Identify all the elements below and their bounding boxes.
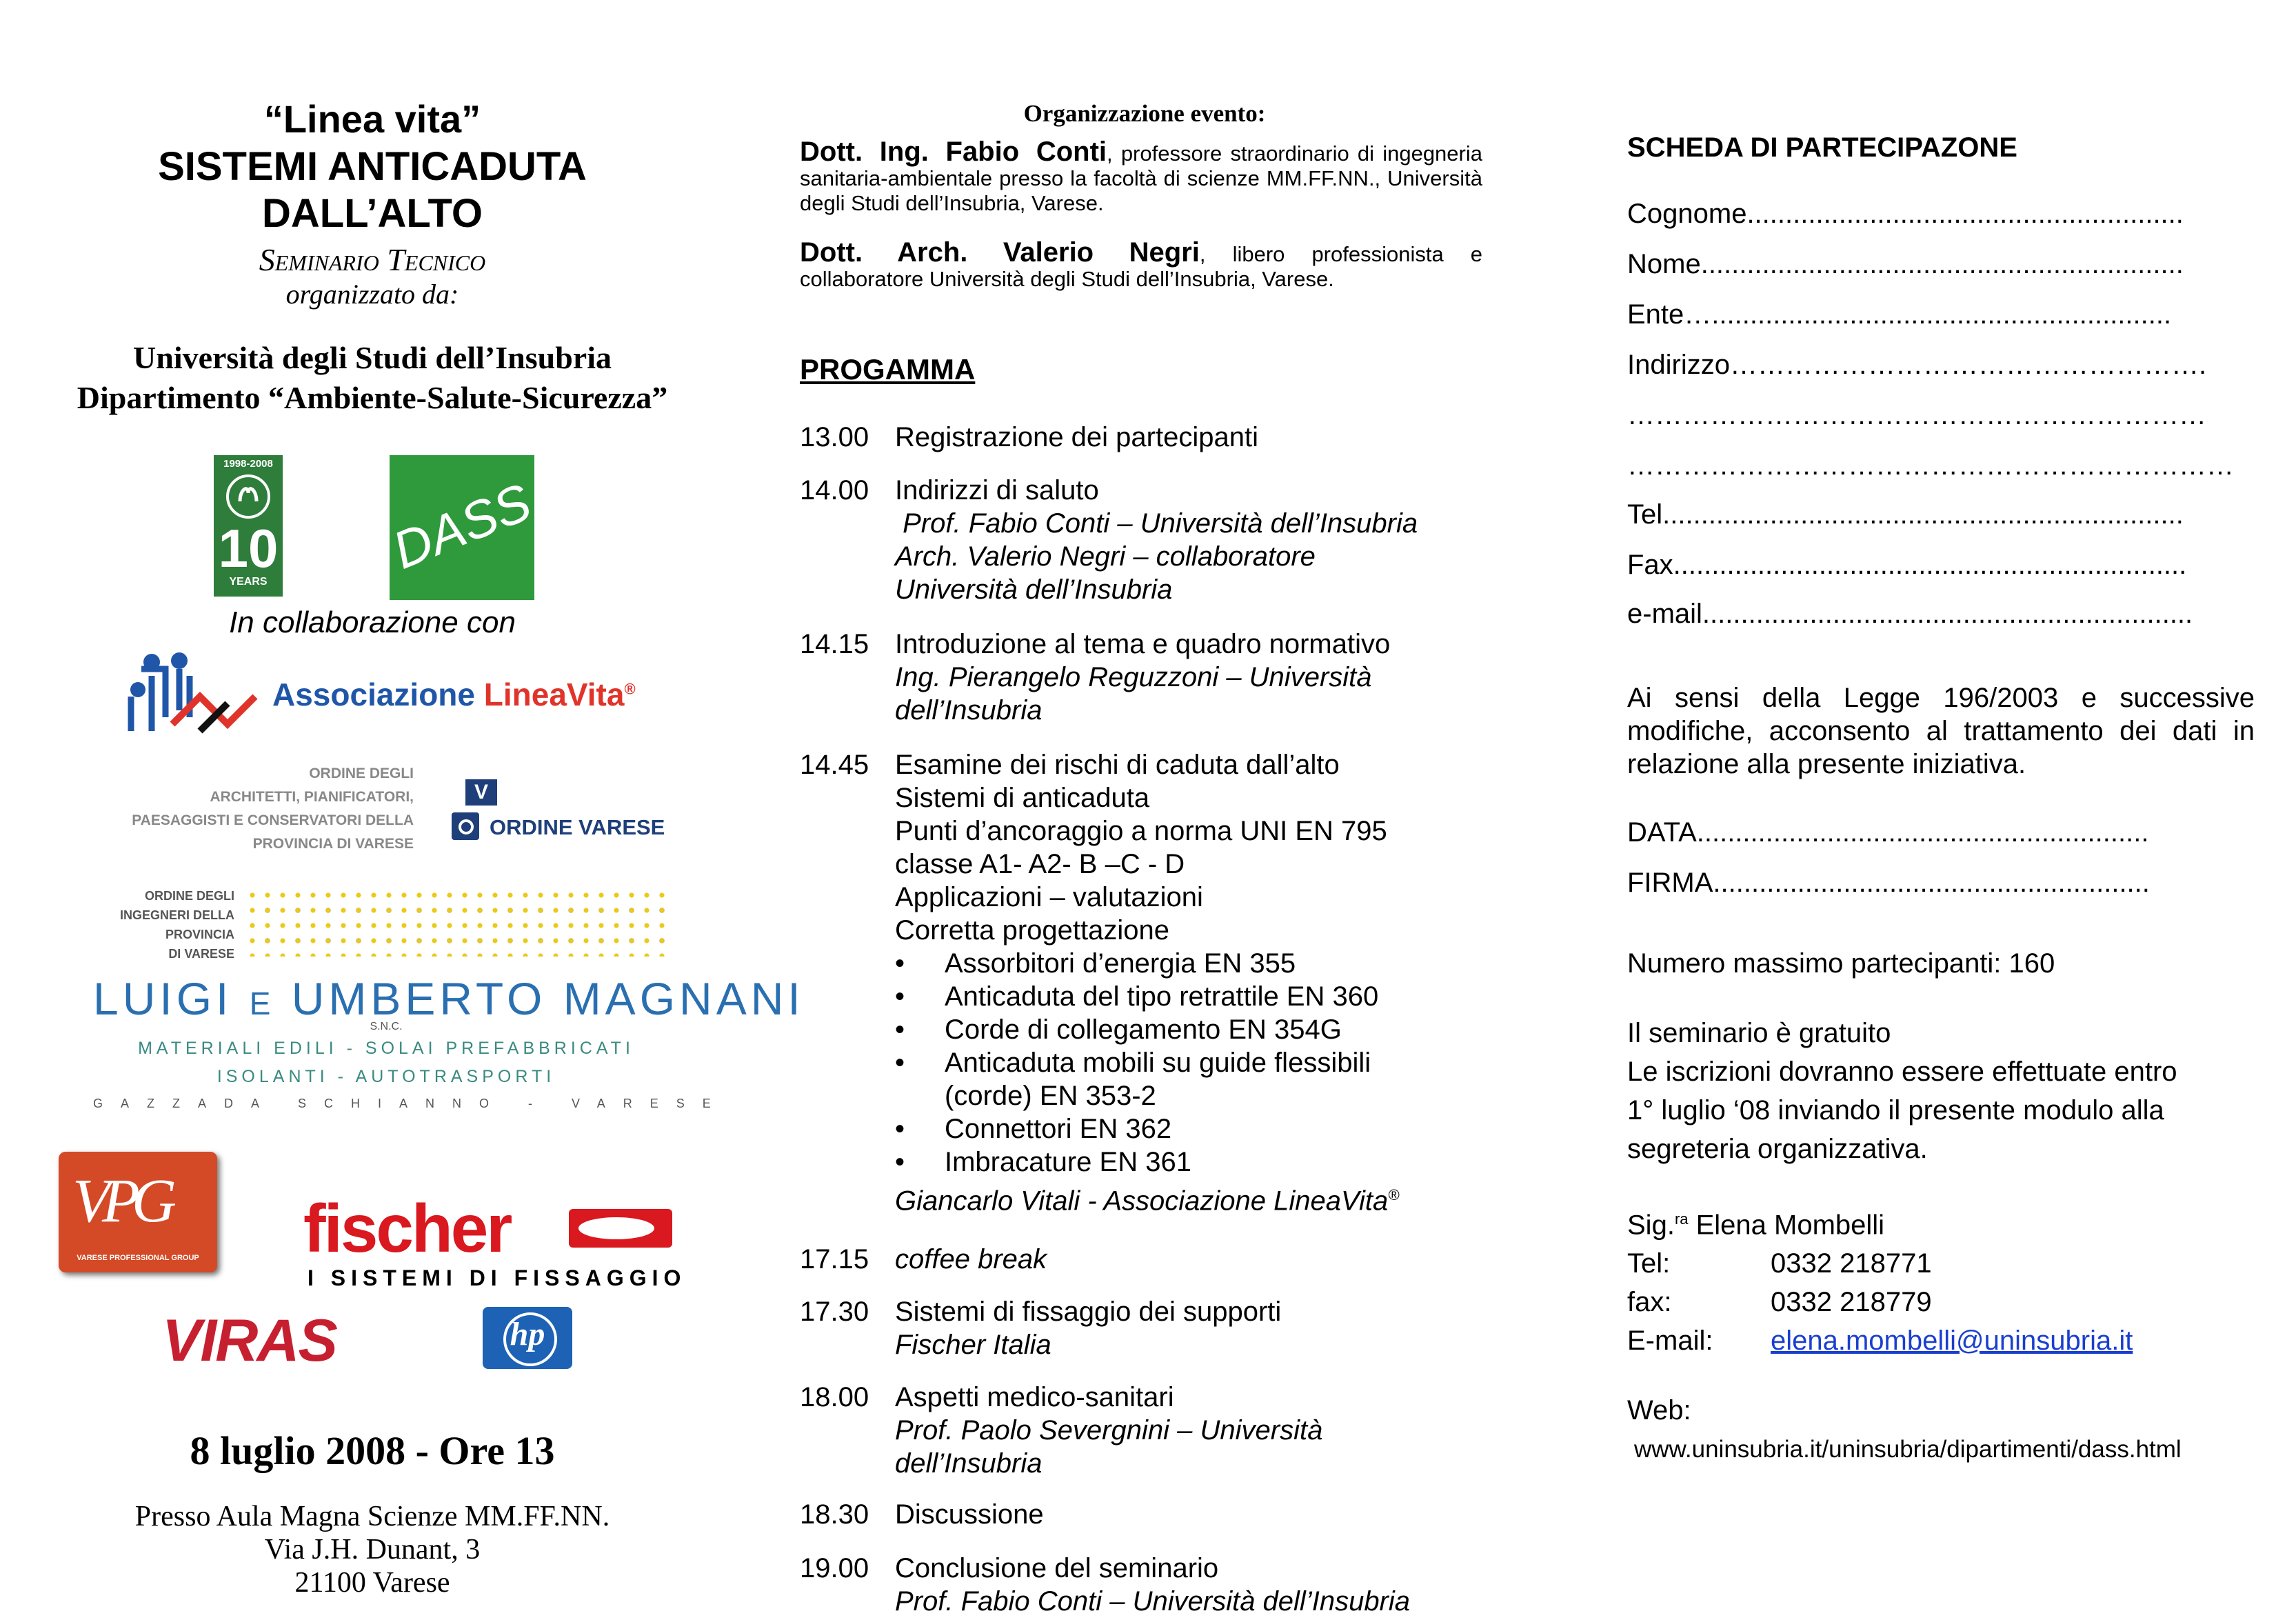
ten-years-number: 10 — [218, 518, 279, 579]
free-notice — [1627, 1014, 2255, 1168]
ordine-ingegneri-line: ORDINE DEGLI — [144, 889, 234, 903]
program-time: 14.00 — [800, 475, 869, 506]
contact-email-link[interactable]: elena.mombelli@uninsubria.it — [1771, 1326, 2133, 1357]
magnani-sub: S.N.C. — [370, 1021, 403, 1032]
program-speaker: Prof. Fabio Conti – Università dell’Insubria — [895, 508, 1418, 539]
program-time: 17.15 — [800, 1244, 869, 1274]
program-line: Punti d’ancoraggio a norma UNI EN 795 — [895, 816, 1387, 846]
ordine-architetti-line: ARCHITETTI, PIANIFICATORI, — [210, 789, 414, 805]
contact-name — [1627, 1200, 2133, 1244]
magnani-line-1: MATERIALI EDILI - SOLAI PREFABBRICATI — [138, 1039, 634, 1058]
form-title: SCHEDA DI PARTECIPAZONE — [1627, 132, 2017, 163]
fischer-logo — [303, 1190, 717, 1293]
field-ente[interactable]: Ente…............................................................ — [1627, 299, 2172, 330]
contact-name-prefix: Sig. — [1627, 1210, 1675, 1241]
contact-tel-label: Tel: — [1627, 1248, 1671, 1279]
associazione-lineavita-logo — [124, 648, 662, 745]
department-name: Dipartimento “Ambiente-Salute-Sicurezza” — [77, 380, 668, 415]
field-firma[interactable]: FIRMA......................................................... — [1627, 868, 2150, 898]
contact-tel-value: 0332 218771 — [1771, 1248, 1932, 1279]
program-title: PROGAMMA — [800, 353, 976, 386]
contact-name-text: Elena Mombelli — [1688, 1210, 1885, 1241]
ordine-architetti-line: ORDINE DEGLI — [309, 766, 414, 781]
program-speaker: dell’Insubria — [895, 1448, 1043, 1479]
program-speaker: Prof. Paolo Severgnini – Università — [895, 1415, 1323, 1446]
magnani-logo — [93, 972, 805, 1128]
program-title: Conclusione del seminario — [895, 1553, 1219, 1583]
address-line-2: Via J.H. Dunant, 3 — [264, 1534, 481, 1566]
field-tel[interactable]: Tel.................................................................... — [1627, 499, 2184, 530]
program-bullet: • Imbracature EN 361 — [895, 1146, 1489, 1179]
program-title: Aspetti medico-sanitari — [895, 1382, 1174, 1412]
program-bullet: • Assorbitori d’energia EN 355 — [895, 947, 1489, 980]
contact-name-sup: ra — [1674, 1210, 1689, 1228]
organizer-1-desc: , professore straordinario di ingegneria sanitaria-ambientale presso la facoltà di scienze MM.FF.NN., Università degli Studi dell’Insubria, Varese. — [800, 141, 1482, 215]
field-data[interactable]: DATA........................................................... — [1627, 817, 2149, 848]
program-title: coffee break — [895, 1244, 1047, 1274]
dass-logo — [385, 455, 539, 600]
organizer-1 — [800, 139, 1482, 216]
program-speaker-reg: ® — [1388, 1186, 1400, 1203]
field-nome[interactable]: Nome............................................................... — [1627, 249, 2184, 279]
organizer-2-desc: , libero professionista e collaboratore Università degli Studi dell’Insubria, Varese. — [800, 242, 1482, 291]
program-speaker: Università dell’Insubria — [895, 574, 1173, 605]
max-participants: Numero massimo partecipanti: 160 — [1627, 948, 2055, 979]
program-line: Corretta progettazione — [895, 915, 1170, 946]
hp-logo-text: hp — [510, 1316, 545, 1352]
program-item — [800, 1243, 1489, 1276]
program-item — [800, 1552, 1489, 1618]
hp-logo — [483, 1307, 572, 1369]
program-speaker: Arch. Valerio Negri – collaboratore — [895, 541, 1316, 572]
program-title: Esamine dei rischi di caduta dall’alto — [895, 750, 1340, 780]
organizer-1-name: Dott. Ing. Fabio Conti — [800, 137, 1107, 167]
program-item — [800, 748, 1489, 1217]
program-time: 13.00 — [800, 422, 869, 452]
magnani-line-2: ISOLANTI - AUTOTRASPORTI — [216, 1067, 556, 1086]
program-item — [800, 421, 1489, 454]
assoc-name: LineaVita — [483, 677, 625, 712]
program-speaker: Fischer Italia — [895, 1330, 1051, 1360]
dass-logo-text: DASS — [385, 472, 539, 581]
program-item — [800, 1295, 1489, 1361]
contact-email — [1627, 1321, 2133, 1360]
program-title: Sistemi di fissaggio dei supporti — [895, 1297, 1282, 1327]
program-title: Discussione — [895, 1499, 1044, 1530]
ordine-varese-o-icon — [452, 812, 479, 840]
field-indirizzo-line-2[interactable]: ……………………………………………………… — [1627, 400, 2206, 430]
fischer-fish-icon — [569, 1209, 672, 1248]
program-bullet: • Connettori EN 362 — [895, 1112, 1489, 1146]
ordine-ingegneri-line: PROVINCIA — [165, 928, 234, 941]
ordine-ingegneri-dots — [245, 888, 672, 957]
program-line: classe A1- A2- B –C - D — [895, 849, 1185, 879]
address-line-1: Presso Aula Magna Scienze MM.FF.NN. — [134, 1501, 610, 1532]
program-time: 14.45 — [800, 750, 869, 780]
program-speaker: Prof. Fabio Conti – Università dell’Insubria — [895, 1586, 1411, 1617]
program-item — [800, 628, 1489, 727]
program-time: 14.15 — [800, 629, 869, 659]
magnani-line-3: GAZZADA SCHIANNO - VARESE — [93, 1097, 729, 1110]
contact-fax — [1627, 1283, 2133, 1321]
program-speaker: dell’Insubria — [895, 695, 1043, 726]
program-title: Indirizzi di saluto — [895, 475, 1099, 506]
title-line-1: SISTEMI ANTICADUTA — [158, 144, 587, 189]
field-email[interactable]: e-mail................................................................ — [1627, 599, 2193, 629]
program-speaker: Ing. Pierangelo Reguzzoni – Università — [895, 662, 1372, 692]
free-notice-line: 1° luglio ‘08 inviando il presente modulo alla — [1627, 1095, 2164, 1126]
web-label: Web: — [1627, 1395, 1691, 1426]
ten-years-logo — [214, 455, 283, 597]
address-line-3: 21100 Varese — [294, 1567, 450, 1599]
university-name: Università degli Studi dell’Insubria — [133, 340, 612, 375]
contact-tel — [1627, 1244, 2133, 1283]
program-title: Registrazione dei partecipanti — [895, 422, 1258, 452]
title-line-2: DALL’ALTO — [261, 191, 483, 236]
vpg-sub: VARESE PROFESSIONAL GROUP — [77, 1254, 199, 1262]
lineavita-people-icon — [124, 648, 262, 745]
program-line: Applicazioni – valutazioni — [895, 882, 1203, 912]
collaboration-label: In collaborazione con — [229, 606, 516, 639]
free-notice-line: Il seminario è gratuito — [1627, 1018, 1891, 1048]
ten-years-range: 1998-2008 — [223, 458, 273, 470]
program-time: 18.30 — [800, 1499, 869, 1530]
program-item — [800, 1498, 1489, 1531]
ordine-varese-brand: ORDINE VARESE — [490, 815, 665, 839]
ordine-varese-v-icon: V — [465, 779, 497, 806]
program-item — [800, 1381, 1489, 1480]
ordine-ingegneri-logo — [97, 886, 676, 962]
fischer-name: fischer — [303, 1190, 511, 1266]
program-bullet: • Anticaduta mobili su guide flessibili — [895, 1046, 1489, 1079]
organization-title: Organizzazione evento: — [1023, 100, 1266, 127]
program-bullet-continuation: (corde) EN 353-2 — [945, 1081, 1156, 1111]
vpg-logo — [59, 1152, 217, 1272]
free-notice-line: Le iscrizioni dovranno essere effettuate entro — [1627, 1057, 2177, 1087]
program-bullet: • Corde di collegamento EN 354G — [895, 1013, 1489, 1046]
magnani-name: LUIGI e UMBERTO MAGNANI — [93, 973, 805, 1024]
free-notice-line: segreteria organizzativa. — [1627, 1134, 1928, 1164]
title-quote: “Linea vita” — [263, 97, 481, 141]
organized-by: organizzato da: — [285, 279, 459, 310]
program-title: Introduzione al tema e quadro normativo — [895, 629, 1391, 659]
ordine-ingegneri-line: DI VARESE — [168, 947, 234, 961]
contact-block — [1627, 1200, 2133, 1360]
organizer-2 — [800, 237, 1482, 292]
assoc-prefix: Associazione — [272, 677, 484, 712]
program-speaker: Giancarlo Vitali - Associazione LineaVita — [895, 1186, 1389, 1217]
ten-years-seal-icon — [221, 472, 276, 521]
program-time: 19.00 — [800, 1553, 869, 1583]
field-fax[interactable]: Fax................................................................... — [1627, 550, 2187, 580]
program-bullet: • Anticaduta del tipo retrattile EN 360 — [895, 980, 1489, 1013]
program-time: 17.30 — [800, 1297, 869, 1327]
program-line: Sistemi di anticaduta — [895, 783, 1150, 813]
field-indirizzo-line-3[interactable]: ………………………………………………………… — [1627, 450, 2234, 481]
ordine-architetti-logo — [90, 762, 414, 856]
web-url[interactable]: www.uninsubria.it/uninsubria/dipartimenti/dass.html — [1634, 1436, 2182, 1463]
seminar-type: Seminario Tecnico — [259, 242, 486, 277]
assoc-reg: ® — [624, 680, 636, 698]
vpg-mark: VPG — [72, 1167, 168, 1235]
event-date: 8 luglio 2008 - Ore 13 — [190, 1428, 555, 1473]
privacy-notice: Ai sensi della Legge 196/2003 e successive modifiche, acconsento al trattamento dei dati in relazione alla presente iniziativa. — [1627, 683, 2255, 779]
ten-years-sub: YEARS — [229, 576, 268, 588]
contact-fax-label: fax: — [1627, 1287, 1672, 1318]
ordine-architetti-line: PAESAGGISTI E CONSERVATORI DELLA — [132, 812, 414, 828]
field-indirizzo[interactable]: Indirizzo……………………………………………. — [1627, 350, 2207, 380]
program-time: 18.00 — [800, 1382, 869, 1412]
program-item — [800, 474, 1489, 606]
contact-email-label: E-mail: — [1627, 1326, 1713, 1357]
organizer-2-name: Dott. Arch. Valerio Negri — [800, 237, 1200, 268]
field-cognome[interactable]: Cognome......................................................... — [1627, 199, 2184, 229]
ordine-ingegneri-line: INGEGNERI DELLA — [119, 908, 234, 922]
ordine-architetti-line: PROVINCIA DI VARESE — [252, 836, 414, 852]
fischer-tagline: I SISTEMI DI FISSAGGIO — [308, 1266, 687, 1290]
viras-logo: VIRAS — [162, 1308, 336, 1374]
contact-fax-value: 0332 218779 — [1771, 1287, 1932, 1318]
ordine-varese-logo — [424, 779, 672, 848]
